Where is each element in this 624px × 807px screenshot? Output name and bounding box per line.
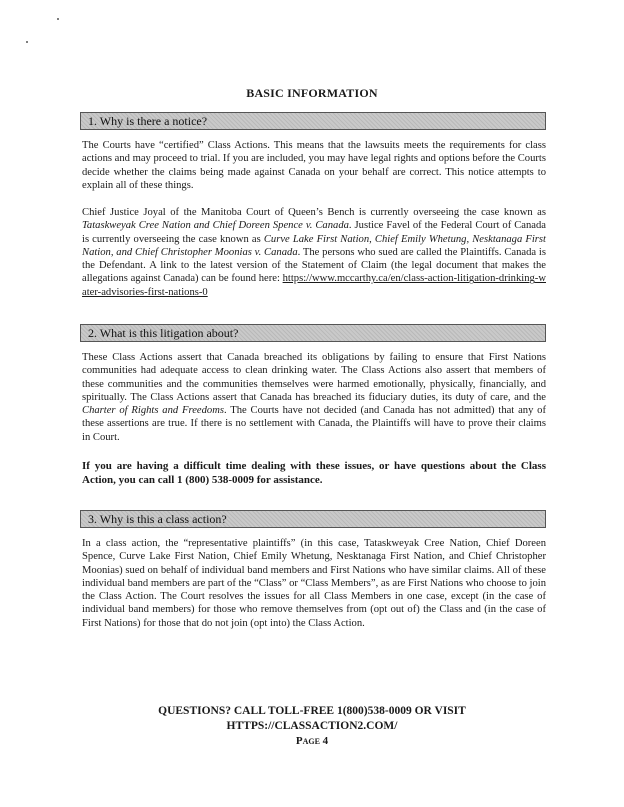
- section-header-litigation-about: [80, 324, 546, 342]
- page-title: BASIC INFORMATION: [246, 86, 378, 100]
- text-run: . The persons who sued are called the Plaintiffs. Canada is the Defendant. A link to the latest version of the Statement of Claim (the legal document that makes the allegations against Canada) can be found here:: [82, 246, 546, 285]
- charter-title: Charter of Rights and Freedoms: [82, 405, 224, 417]
- scan-speck: [26, 41, 28, 43]
- case-name: Tataskweyak Cree Nation and Chief Doreen Spence v. Canada: [82, 220, 349, 232]
- section-title: 3. Why is this a class action?: [88, 512, 227, 526]
- section-header-why-notice: [80, 112, 546, 130]
- paragraph-certified: The Courts have “certified” Class Actions. This means that the lawsuits meets the requirements for class actions and may proceed to trial. If you are included, you may have legal rights and options before the Courts decide whether the claims being made against Canada on your behalf are correct. This notice attempts to explain all of these things.: [82, 140, 546, 191]
- page-number: Page 4: [295, 735, 329, 747]
- text-run: . Justice Favel of the Federal Court of Canada is currently overseeing the case known as: [82, 220, 546, 245]
- footer-questions: QUESTIONS? CALL TOLL-FREE 1(800)538-0009 OR VISIT: [158, 705, 466, 717]
- paragraph-court-cases: [82, 206, 546, 299]
- section-title: 2. What is this litigation about?: [88, 326, 239, 340]
- case-name: Curve Lake First Nation, Chief Emily Whetung, Nesktanaga First Nation, and Chief Christopher Moonias v. Canada: [82, 233, 546, 258]
- text-run: Chief Justice Joyal of the Manitoba Court of Queen’s Bench is currently overseeing the case known as: [82, 207, 546, 218]
- assistance-note: If you are having a difficult time dealing with these issues, or have questions about the Class Action, you can call 1 (800) 538-0009 for assistance.: [82, 460, 546, 486]
- section-title: 1. Why is there a notice?: [88, 114, 208, 128]
- footer-website: HTTPS://CLASSACTION2.COM/: [226, 720, 398, 732]
- paragraph-class-actions-assert: [82, 351, 546, 444]
- section-header-why-class-action: [80, 510, 546, 528]
- paragraph-representative-plaintiffs: In a class action, the “representative plaintiffs” (in this case, Tataskweyak Cree Nation, Chief Doreen Spence, Curve Lake First Nation, Chief Emily Whetung, Nesktanaga First Nation, and Chief Christopher Moonias) sued on behalf of individual band members and First Nations who have similar claims. All of these individual band members are part of the “Class” or “Class Members”, as are First Nations who choose to join the Class Action. The Court resolves the issues for all Class Members in one case, except (in the case of individual band members) for those who remove themselves from (opt out of) the Class and (in the case of First Nations) for those that do not join (opt into) the Class Action.: [82, 538, 546, 629]
- text-run: These Class Actions assert that Canada breached its obligations by failing to ensure that First Nations communities had adequate access to clean drinking water. The Class Actions also assert that members of these communities and the communities themselves were harmed emotionally, physically, financially, and spiritually. The Class Actions assert that Canada has breached its fiduciary duties, its duty of care, and the: [82, 352, 546, 403]
- statement-of-claim-link[interactable]: https://www.mccarthy.ca/en/class-action-litigation-drinking-water-advisories-first-nations-0: [82, 273, 546, 298]
- text-run: . The Courts have not decided (and Canada has not admitted) that any of these assertions are true. If there is no settlement with Canada, the Plaintiffs will have to prove their claims in Court.: [82, 405, 546, 443]
- scan-speck: [57, 18, 59, 20]
